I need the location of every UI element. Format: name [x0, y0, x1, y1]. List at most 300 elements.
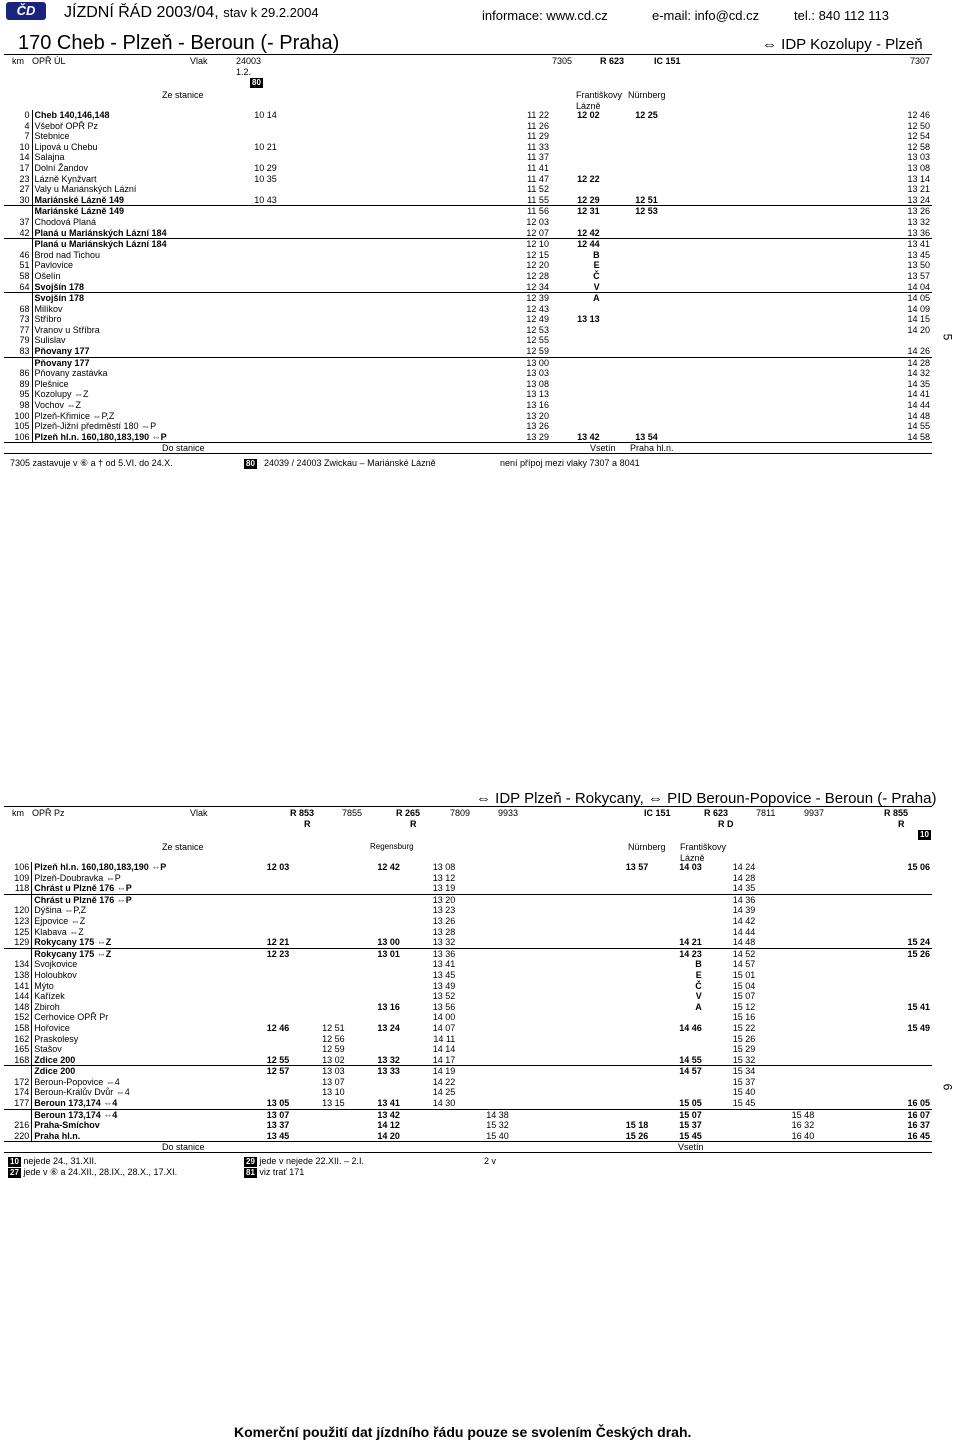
- time-cell: 16 37: [907, 1120, 930, 1131]
- time-cell: [757, 905, 816, 916]
- origin-station: Nürnberg: [628, 90, 666, 100]
- table-row: [4, 1012, 932, 1023]
- time-cell: [602, 239, 660, 250]
- station-name: Všeboř OPŘ Pz: [32, 121, 238, 132]
- time-cell: [551, 325, 602, 336]
- time-cell: 11 41: [527, 162, 549, 173]
- time-cell: [511, 937, 651, 948]
- time-cell: 15 34: [704, 1066, 757, 1077]
- time-cell: 13 13: [526, 389, 549, 400]
- time-cell: 13 14: [907, 173, 930, 184]
- time-cell: [347, 1044, 402, 1055]
- station-name: Lázně Kynžvart: [32, 174, 238, 185]
- time-cell: 12 22: [577, 173, 600, 184]
- title-main: JÍZDNÍ ŘÁD 2003/04,: [64, 4, 219, 21]
- time-cell: [757, 981, 816, 992]
- footnote: [244, 1167, 304, 1178]
- time-cell: 12 42: [577, 227, 600, 238]
- km-cell: 123: [14, 915, 30, 926]
- time-cell: 11 55: [527, 194, 549, 205]
- time-cell: 14 19: [402, 1066, 457, 1077]
- time-cell: [238, 400, 279, 411]
- time-cell: 15 07: [650, 1109, 703, 1120]
- page-side-number: 5: [940, 333, 955, 341]
- note-box: 29: [246, 1157, 255, 1166]
- time-cell: 13 33: [347, 1066, 402, 1077]
- time-cell: 13 45: [907, 249, 930, 260]
- time-cell: 15 04: [732, 980, 756, 991]
- station-name: Mýto: [32, 981, 209, 992]
- table-row: [4, 239, 932, 250]
- time-cell: 15 26: [732, 1033, 756, 1044]
- time-cell: 12 43: [526, 303, 549, 314]
- time-cell: 13 13: [577, 314, 600, 325]
- table-row: [4, 991, 932, 1002]
- time-cell: 11 29: [527, 131, 549, 142]
- time-cell: 12 31: [551, 206, 602, 217]
- table-row: [4, 174, 932, 185]
- time-cell: 14 28: [660, 357, 932, 368]
- time-cell: [602, 217, 660, 228]
- time-cell: [602, 228, 660, 239]
- time-cell: 14 44: [732, 926, 756, 937]
- km-cell: 165: [14, 1044, 30, 1055]
- station-name: Svojšín 178: [32, 293, 238, 304]
- time-cell: [704, 1131, 757, 1142]
- time-cell: [209, 991, 292, 1002]
- time-cell: 13 03: [526, 368, 549, 379]
- time-cell: 13 12: [432, 872, 456, 883]
- time-cell: E: [593, 260, 600, 271]
- time-cell: A: [551, 293, 602, 304]
- time-cell: [238, 152, 279, 163]
- time-cell: 15 12: [732, 1001, 756, 1012]
- time-cell: [704, 1109, 757, 1120]
- time-cell: [511, 991, 651, 1002]
- time-cell: [650, 873, 703, 884]
- time-cell: [238, 368, 279, 379]
- time-cell: 14 12: [377, 1120, 400, 1131]
- time-cell: 13 49: [432, 980, 456, 991]
- train-number: 7855: [342, 808, 363, 818]
- km-cell: 118: [14, 883, 30, 894]
- km-cell: [4, 1109, 32, 1120]
- title-sub: stav k 29.2.2004: [223, 5, 319, 20]
- station-name: Planá u Mariánských Lázní 184: [32, 239, 238, 250]
- table-row: [4, 131, 932, 142]
- time-cell: V: [695, 991, 702, 1002]
- time-cell: 14 52: [704, 948, 757, 959]
- time-cell: [209, 1077, 292, 1088]
- station-name: Dýšina ⇔P,Z: [32, 905, 209, 916]
- time-cell: [457, 1098, 510, 1109]
- time-cell: [757, 1055, 816, 1066]
- km-cell: 83: [19, 346, 30, 357]
- km-label: km: [12, 808, 24, 818]
- time-cell: 15 29: [732, 1044, 756, 1055]
- time-cell: [757, 1087, 816, 1098]
- time-cell: [238, 379, 279, 390]
- time-cell: [209, 916, 292, 927]
- time-cell: [347, 916, 402, 927]
- time-cell: [816, 959, 932, 970]
- time-cell: 12 59: [322, 1044, 345, 1055]
- station-name: Plzeň-Křimice ⇔P,Z: [32, 411, 238, 422]
- table-row: [4, 1120, 932, 1131]
- km-cell: 14: [19, 152, 30, 163]
- time-cell: 13 37: [266, 1120, 290, 1131]
- time-cell: [457, 883, 510, 894]
- time-cell: 13 52: [432, 991, 456, 1002]
- time-cell: [660, 335, 932, 346]
- table-row: [4, 959, 932, 970]
- time-cell: [291, 981, 346, 992]
- email-link[interactable]: e-mail: info@cd.cz: [652, 8, 760, 23]
- km-cell: 120: [14, 905, 30, 916]
- table-row: [4, 981, 932, 992]
- time-cell: [291, 927, 346, 938]
- time-cell: [650, 916, 703, 927]
- time-cell: [291, 916, 346, 927]
- time-cell: 13 02: [322, 1054, 345, 1065]
- table-row: [4, 142, 932, 153]
- train-number: 24003: [236, 56, 262, 66]
- time-cell: [238, 282, 279, 293]
- time-cell: 13 15: [322, 1098, 345, 1109]
- time-cell: 14 36: [704, 894, 757, 905]
- time-cell: [209, 1087, 292, 1098]
- time-cell: 14 30: [432, 1098, 456, 1109]
- time-cell: [238, 325, 279, 336]
- time-cell: [457, 862, 510, 873]
- time-cell: [238, 421, 279, 432]
- time-cell: 14 38: [457, 1109, 510, 1120]
- km-cell: 220: [14, 1130, 30, 1141]
- km-cell: 42: [19, 227, 30, 238]
- time-cell: [602, 174, 660, 185]
- time-cell: 15 40: [732, 1087, 756, 1098]
- station-name: Milíkov: [32, 304, 238, 315]
- time-cell: 12 10: [279, 239, 551, 250]
- train-box: 80: [252, 78, 261, 87]
- time-cell: [347, 991, 402, 1002]
- time-cell: 16 40: [791, 1130, 815, 1141]
- km-cell: 162: [14, 1033, 30, 1044]
- time-cell: [757, 883, 816, 894]
- table2: [4, 862, 932, 1141]
- time-cell: [457, 991, 510, 1002]
- table-row: [4, 411, 932, 422]
- table-row: [4, 894, 932, 905]
- time-cell: 13 19: [432, 883, 456, 894]
- time-cell: [291, 894, 346, 905]
- km-cell: 216: [14, 1120, 30, 1131]
- km-cell: 168: [14, 1054, 30, 1065]
- time-cell: [457, 1087, 510, 1098]
- time-cell: [757, 1023, 816, 1034]
- km-cell: 0: [24, 110, 30, 120]
- time-cell: [238, 184, 279, 195]
- time-cell: [602, 400, 660, 411]
- time-cell: 14 32: [907, 368, 930, 379]
- time-cell: [238, 217, 279, 228]
- time-cell: 14 55: [907, 421, 930, 432]
- time-cell: 13 42: [577, 431, 600, 442]
- time-cell: [816, 1055, 932, 1066]
- time-cell: [757, 1077, 816, 1088]
- station-name: Pňovany zastávka: [32, 368, 238, 379]
- time-cell: 12 46: [907, 110, 930, 120]
- km-cell: 10: [19, 141, 30, 152]
- time-cell: 14 07: [432, 1022, 456, 1033]
- time-cell: [209, 1044, 292, 1055]
- km-cell: 141: [14, 980, 30, 991]
- time-cell: 14 20: [377, 1130, 400, 1141]
- time-cell: 15 26: [816, 948, 932, 959]
- time-cell: [457, 970, 510, 981]
- station-name: Planá u Mariánských Lázní 184: [32, 228, 238, 239]
- table-row: [4, 1002, 932, 1013]
- time-cell: [816, 1044, 932, 1055]
- station-name: Cerhovice OPŘ Pr: [32, 1012, 209, 1023]
- station-name: Zdice 200: [32, 1055, 209, 1066]
- time-cell: Č: [593, 270, 600, 281]
- time-cell: 10 35: [254, 173, 277, 184]
- km-cell: 158: [14, 1022, 30, 1033]
- time-cell: 14 57: [732, 959, 756, 970]
- time-cell: 13 41: [377, 1098, 400, 1109]
- time-cell: [209, 981, 292, 992]
- km-cell: 152: [14, 1012, 30, 1023]
- time-cell: [347, 883, 402, 894]
- train-number: 9933: [498, 808, 519, 818]
- table-row: [4, 314, 932, 325]
- from-station-label: Ze stanice: [162, 90, 204, 100]
- time-cell: 13 20: [526, 410, 549, 421]
- time-cell: 14 48: [732, 937, 756, 948]
- station-name: Kozolupy ⇔Z: [32, 389, 238, 400]
- time-cell: 14 05: [660, 293, 932, 304]
- footnote-text: viz trať 171: [259, 1167, 305, 1177]
- station-name: Beroun 173,174 ⇔4: [32, 1098, 209, 1109]
- time-cell: [602, 282, 660, 293]
- station-name: Chrást u Plzně 176 ⇔P: [32, 894, 209, 905]
- time-cell: [816, 991, 932, 1002]
- time-cell: 12 15: [526, 249, 549, 260]
- time-cell: 12 03: [266, 862, 290, 872]
- time-cell: 15 16: [732, 1012, 756, 1023]
- time-cell: [602, 389, 660, 400]
- time-cell: [347, 894, 402, 905]
- time-cell: [602, 142, 660, 153]
- time-cell: 13 16: [526, 400, 549, 411]
- table-row: [4, 927, 932, 938]
- time-cell: 13 32: [907, 216, 930, 227]
- km-cell: 100: [14, 410, 30, 421]
- time-cell: [457, 959, 510, 970]
- train-note: 1.2.: [236, 67, 252, 77]
- time-cell: [551, 411, 602, 422]
- time-cell: [457, 981, 510, 992]
- time-cell: 10 21: [254, 141, 277, 152]
- time-cell: 14 35: [907, 378, 930, 389]
- table2-header: [4, 806, 932, 864]
- time-cell: [551, 421, 602, 432]
- footnote-text: jede v nejede 22.XII. – 2.I.: [259, 1156, 364, 1166]
- time-cell: [757, 991, 816, 1002]
- time-cell: [757, 1012, 816, 1023]
- time-cell: 14 39: [732, 905, 756, 916]
- time-cell: 14 57: [650, 1066, 703, 1077]
- station-name: Rokycany 175 ⇔Z: [32, 948, 209, 959]
- time-cell: 11 33: [527, 141, 549, 152]
- table1-bottom-rule: [4, 453, 932, 454]
- table-row: [4, 883, 932, 894]
- time-cell: [238, 239, 279, 250]
- time-cell: [551, 389, 602, 400]
- footnote: [8, 1156, 96, 1167]
- time-cell: 15 07: [732, 991, 756, 1002]
- km-cell: 37: [19, 216, 30, 227]
- time-cell: [511, 1044, 651, 1055]
- footnote: [8, 1167, 177, 1178]
- time-cell: [602, 121, 660, 132]
- km-cell: [4, 1066, 32, 1077]
- time-cell: [457, 948, 510, 959]
- table-row: [4, 1098, 932, 1109]
- time-cell: [602, 293, 660, 304]
- time-cell: 12 39: [279, 293, 551, 304]
- time-cell: [602, 271, 660, 282]
- time-cell: 13 28: [432, 926, 456, 937]
- km-cell: 79: [19, 335, 30, 346]
- km-cell: [4, 206, 32, 217]
- time-cell: [511, 1012, 651, 1023]
- km-cell: 98: [19, 400, 30, 411]
- time-cell: [757, 937, 816, 948]
- train-category: R: [304, 819, 311, 829]
- time-cell: [816, 894, 932, 905]
- time-cell: 13 36: [907, 227, 930, 238]
- train-number: 7811: [756, 808, 776, 818]
- footnote-box: [244, 458, 257, 469]
- time-cell: [209, 1034, 292, 1045]
- info-link[interactable]: informace: www.cd.cz: [482, 8, 608, 23]
- time-cell: [757, 1066, 816, 1077]
- time-cell: 12 57: [209, 1066, 292, 1077]
- time-cell: Č: [695, 980, 702, 991]
- time-cell: [238, 411, 279, 422]
- table-row: [4, 1066, 932, 1077]
- time-cell: 15 32: [486, 1120, 509, 1131]
- time-cell: 13 45: [266, 1130, 290, 1141]
- time-cell: 13 08: [432, 862, 456, 872]
- time-cell: [291, 1109, 346, 1120]
- time-cell: 10 43: [254, 194, 277, 205]
- time-cell: [551, 368, 602, 379]
- table-row: [4, 862, 932, 873]
- time-cell: [511, 1002, 651, 1013]
- time-cell: [511, 970, 651, 981]
- time-cell: 13 54: [635, 431, 658, 442]
- time-cell: [457, 1023, 510, 1034]
- time-cell: [238, 260, 279, 271]
- km-cell: 95: [19, 389, 30, 400]
- vlak-label: Vlak: [190, 56, 208, 66]
- time-cell: [551, 400, 602, 411]
- time-cell: 14 17: [432, 1054, 456, 1065]
- time-cell: 10 29: [254, 162, 277, 173]
- time-cell: [238, 293, 279, 304]
- train-number: 7305: [552, 56, 573, 66]
- to-station-label: Do stanice: [162, 1142, 205, 1152]
- time-cell: [816, 1077, 932, 1088]
- time-cell: 14 44: [907, 400, 930, 411]
- time-cell: 13 57: [907, 270, 930, 281]
- time-cell: 11 47: [527, 173, 549, 184]
- train-number: R 623: [600, 56, 625, 66]
- time-cell: 15 40: [486, 1130, 509, 1141]
- time-cell: [291, 1120, 346, 1131]
- time-cell: [238, 432, 279, 443]
- time-cell: [551, 163, 602, 174]
- time-cell: [209, 1002, 292, 1013]
- time-cell: [757, 948, 816, 959]
- time-cell: 14 26: [907, 346, 930, 357]
- footnote-text: jede v ⑥ a 24.XII., 28.IX., 28.X., 17.XI.: [23, 1167, 178, 1177]
- km-cell: 134: [14, 959, 30, 970]
- time-cell: [238, 314, 279, 325]
- time-cell: [457, 873, 510, 884]
- time-cell: 14 46: [679, 1022, 702, 1033]
- train-number: 9937: [804, 808, 825, 818]
- footnote: není přípoj mezi vlaky 7307 a 8041: [500, 458, 640, 468]
- time-cell: [757, 873, 816, 884]
- time-cell: [457, 1002, 510, 1013]
- km-cell: 46: [19, 249, 30, 260]
- time-cell: [457, 937, 510, 948]
- station-name: Vranov u Stříbra: [32, 325, 238, 336]
- time-cell: 13 08: [907, 162, 930, 173]
- time-cell: 15 41: [907, 1001, 930, 1012]
- time-cell: 12 34: [526, 281, 549, 292]
- time-cell: 12 21: [266, 937, 290, 948]
- km-cell: 105: [14, 421, 30, 432]
- km-cell: [4, 239, 32, 250]
- time-cell: [816, 905, 932, 916]
- km-cell: [4, 948, 32, 959]
- time-cell: 16 05: [907, 1098, 930, 1109]
- time-cell: 12 23: [209, 948, 292, 959]
- time-cell: [457, 894, 510, 905]
- station-name: Dolní Žandov: [32, 163, 238, 174]
- station-name: Lipová u Chebu: [32, 142, 238, 153]
- time-cell: 12 55: [526, 335, 549, 346]
- station-name: Hořovice: [32, 1023, 209, 1034]
- time-cell: 12 46: [266, 1022, 290, 1033]
- time-cell: 13 05: [266, 1098, 290, 1109]
- time-cell: [457, 1077, 510, 1088]
- time-cell: [238, 335, 279, 346]
- time-cell: [757, 927, 816, 938]
- time-cell: 12 29: [577, 194, 600, 205]
- station-name: Praha hl.n.: [32, 1131, 209, 1142]
- km-cell: 64: [19, 281, 30, 292]
- phone-number: tel.: 840 112 113: [794, 8, 889, 23]
- time-cell: [650, 905, 703, 916]
- time-cell: 12 56: [322, 1033, 345, 1044]
- time-cell: [757, 970, 816, 981]
